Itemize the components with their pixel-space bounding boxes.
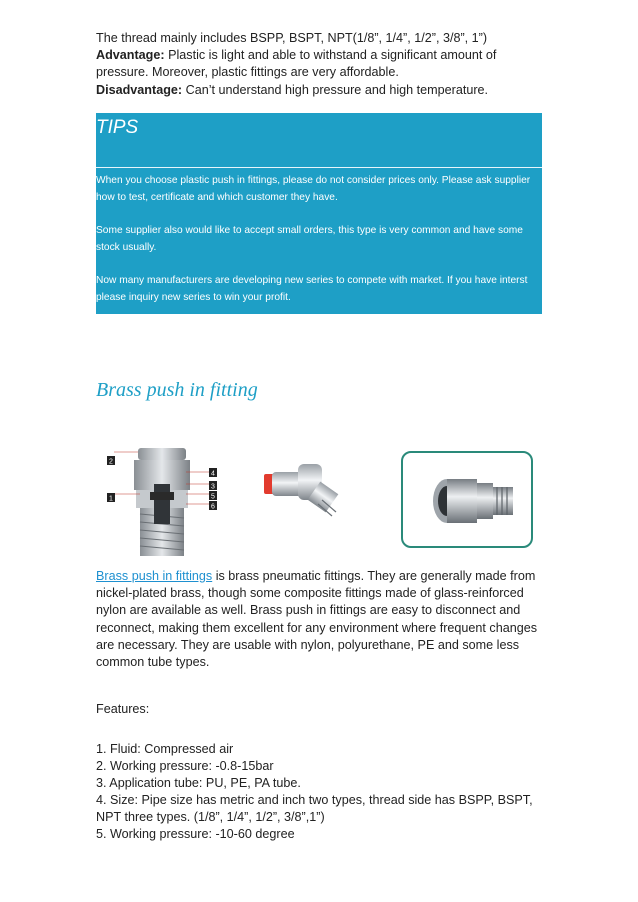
feature-item: 5. Working pressure: -10-60 degree (96, 827, 295, 841)
advantage-text: Plastic is light and able to withstand a significant amount of pressure. Moreover, plastic fittings are very affordable. (96, 48, 497, 80)
feature-item: 3. Application tube: PU, PE, PA tube. (96, 776, 301, 790)
section-body-text: is brass pneumatic fittings. They are generally made from nickel-plated brass, though some composite fittings made of glass-reinforced nylon are available as well. Brass push in fittings are easy to disconnect and reconnect, making them excellent for any environment where frequent changes are necessary. They are usable with nylon, polyurethane, PE and some less common tube types. (96, 569, 538, 670)
cutaway-diagram-image (100, 444, 235, 564)
tips-box (96, 113, 542, 314)
advantage-line (96, 47, 546, 81)
feature-item: 4. Size: Pipe size has metric and inch two types, thread side has BSPP, BSPT, NPT three types. (1/8”, 1/4”, 1/2”, 3/8”,1”) (96, 793, 533, 824)
features-list (96, 741, 546, 843)
disadvantage-label: Disadvantage: (96, 82, 183, 97)
diagram-label: 4 (211, 470, 215, 478)
tips-line: please inquiry new series to win your profit. (96, 292, 291, 303)
section-heading: Brass push in fitting (96, 379, 258, 401)
tips-line: stock usually. (96, 242, 157, 253)
tips-line: When you choose plastic push in fittings, please do not consider prices only. Please ask supplier (96, 175, 531, 186)
features-heading: Features: (96, 702, 150, 716)
tips-title: TIPS (96, 117, 139, 138)
tips-line: Some supplier also would like to accept small orders, this type is very common and have some (96, 225, 523, 236)
feature-item: 2. Working pressure: -0.8-15bar (96, 759, 274, 773)
straight-fitting-image (401, 451, 533, 548)
elbow-fitting-image (258, 456, 348, 524)
feature-item: 1. Fluid: Compressed air (96, 742, 234, 756)
diagram-label: 5 (211, 493, 215, 501)
tips-line: Now many manufacturers are developing new series to compete with market. If you have interst (96, 275, 528, 286)
disadvantage-line (96, 82, 546, 99)
diagram-label: 1 (109, 495, 113, 503)
diagram-label: 2 (109, 458, 113, 466)
section-body-paragraph (96, 568, 546, 671)
diagram-label: 3 (211, 483, 215, 491)
diagram-label: 6 (211, 503, 215, 511)
tips-divider (96, 167, 542, 168)
intro-paragraph (96, 30, 546, 99)
disadvantage-text: Can’t understand high pressure and high temperature. (182, 82, 489, 97)
brass-fittings-link[interactable]: Brass push in fittings (96, 569, 213, 583)
advantage-label: Advantage: (96, 48, 165, 63)
thread-line: The thread mainly includes BSPP, BSPT, NPT(1/8”, 1/4”, 1/2”, 3/8”, 1”) (96, 31, 488, 45)
tips-line: how to test, certificate and which customer they have. (96, 192, 338, 203)
